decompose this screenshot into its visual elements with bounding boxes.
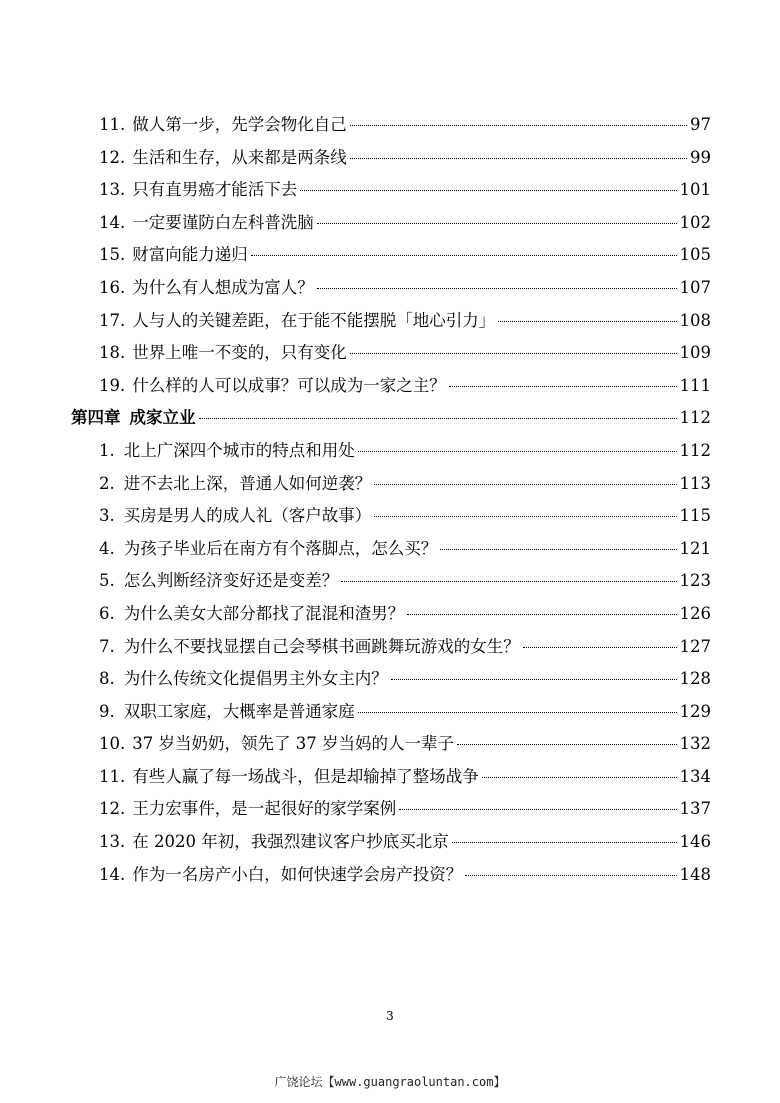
entry-page-number: 121 (679, 538, 711, 558)
toc-entry[interactable] (71, 761, 711, 794)
entry-page-number: 108 (679, 310, 711, 330)
dot-leader (358, 451, 677, 452)
entry-page-number: 148 (679, 864, 711, 884)
entry-number: 6. (99, 603, 115, 623)
footer-watermark: 广饶论坛【www.guangraoluntan.com】 (274, 1075, 506, 1089)
entry-page-number: 129 (679, 701, 711, 721)
dot-leader (523, 647, 677, 648)
dot-leader (399, 809, 676, 810)
toc-entry[interactable] (71, 598, 711, 631)
dot-leader (457, 744, 677, 745)
toc-entry[interactable] (71, 728, 711, 761)
toc-entry[interactable] (71, 696, 711, 729)
entry-title: 世界上唯一不变的，只有变化 (132, 343, 347, 363)
entry-number: 14. (99, 212, 126, 232)
toc-entry[interactable] (71, 174, 711, 207)
dot-leader (251, 255, 677, 256)
entry-number: 11. (99, 115, 126, 134)
entry-title: 为什么美女大部分都找了混混和渣男？ (123, 603, 405, 623)
entry-number: 11. (99, 766, 126, 786)
toc-entry[interactable] (71, 142, 711, 175)
entry-page-number: 101 (679, 180, 711, 200)
entry-page-number: 112 (679, 408, 711, 428)
entry-number: 9. (99, 701, 115, 721)
entry-page-number: 132 (679, 734, 711, 754)
entry-number: 14. (99, 864, 126, 884)
dot-leader (350, 158, 687, 159)
entry-title: 为孩子毕业后在南方有个落脚点，怎么买？ (123, 538, 438, 558)
entry-title: 只有直男癌才能活下去 (132, 180, 298, 200)
dot-leader (317, 223, 677, 224)
entry-title: 财富向能力递归 (132, 245, 248, 265)
dot-leader (407, 614, 676, 615)
entry-page-number: 105 (679, 245, 711, 265)
entry-title: 为什么有人想成为富人？ (132, 277, 314, 297)
dot-leader (498, 321, 676, 322)
toc-entry[interactable] (71, 793, 711, 826)
dot-leader (350, 353, 677, 354)
entry-title: 怎么判断经济变好还是变差？ (123, 571, 339, 591)
entry-title: 王力宏事件，是一起很好的家学案例 (132, 799, 397, 819)
entry-title: 在 2020 年初，我强烈建议客户抄底买北京 (132, 832, 449, 852)
entry-title: 北上广深四个城市的特点和用处 (123, 440, 355, 460)
dot-leader (452, 842, 677, 843)
toc-entry[interactable] (71, 826, 711, 859)
entry-number: 2. (99, 473, 115, 493)
toc-entry[interactable] (71, 435, 711, 468)
entry-number: 18. (99, 343, 126, 363)
entry-title: 37 岁当奶奶，领先了 37 岁当妈的人一辈子 (132, 734, 454, 754)
entry-page-number: 107 (679, 277, 711, 297)
dot-leader (440, 549, 676, 550)
entry-page-number: 97 (690, 115, 711, 134)
entry-number: 12. (99, 799, 126, 819)
toc-entry[interactable] (71, 370, 711, 403)
toc-entry[interactable] (71, 663, 711, 696)
dot-leader (317, 288, 677, 289)
entry-number: 16. (99, 277, 126, 297)
entry-number: 5. (99, 571, 115, 591)
toc-entry[interactable] (71, 468, 711, 501)
dot-leader (374, 516, 676, 517)
entry-number: 1. (99, 440, 115, 460)
dot-leader (358, 712, 677, 713)
dot-leader (482, 777, 677, 778)
chapter-title: 成家立业 (129, 408, 196, 428)
dot-leader (374, 484, 676, 485)
entry-number: 15. (99, 245, 126, 265)
entry-page-number: 109 (679, 343, 711, 363)
entry-number: 3. (99, 506, 115, 526)
entry-title: 为什么传统文化提倡男主外女主内？ (123, 669, 388, 689)
toc-chapter-heading[interactable] (71, 402, 711, 435)
entry-page-number: 127 (679, 636, 711, 656)
entry-title: 双职工家庭，大概率是普通家庭 (123, 701, 355, 721)
toc-entry[interactable] (71, 337, 711, 370)
toc-entry[interactable] (71, 272, 711, 305)
entry-title: 作为一名房产小白，如何快速学会房产投资？ (132, 864, 463, 884)
entry-title: 一定要谨防白左科普洗脑 (132, 212, 314, 232)
toc-entry[interactable] (71, 305, 711, 338)
chapter-number: 第四章 (71, 408, 121, 428)
entry-number: 10. (99, 734, 126, 754)
dot-leader (465, 875, 676, 876)
entry-title: 什么样的人可以成事？可以成为一家之主？ (132, 375, 446, 395)
toc-entry[interactable] (71, 859, 711, 892)
entry-number: 4. (99, 538, 115, 558)
entry-page-number: 111 (679, 375, 711, 395)
entry-page-number: 146 (679, 832, 711, 852)
entry-page-number: 115 (679, 506, 711, 526)
dot-leader (300, 190, 676, 191)
entry-page-number: 113 (679, 473, 711, 493)
toc-entry[interactable] (71, 500, 711, 533)
entry-number: 8. (99, 669, 115, 689)
entry-page-number: 123 (679, 571, 711, 591)
toc-entry[interactable] (71, 109, 711, 142)
dot-leader (199, 418, 677, 419)
entry-number: 19. (99, 375, 126, 395)
entry-page-number: 134 (679, 766, 711, 786)
dot-leader (391, 679, 677, 680)
entry-page-number: 126 (679, 603, 711, 623)
entry-page-number: 112 (679, 440, 711, 460)
entry-number: 7. (99, 636, 115, 656)
entry-title: 人与人的关键差距，在于能不能摆脱「地心引力」 (132, 310, 496, 330)
toc-entry[interactable] (71, 533, 711, 566)
toc-entry[interactable] (71, 239, 711, 272)
entry-title: 有些人赢了每一场战斗，但是却输掉了整场战争 (132, 766, 479, 786)
entry-page-number: 102 (679, 212, 711, 232)
entry-number: 12. (99, 147, 126, 167)
toc-entry[interactable] (71, 631, 711, 664)
dot-leader (449, 386, 677, 387)
dot-leader (350, 125, 687, 126)
entry-number: 13. (99, 180, 126, 200)
toc-entry[interactable] (71, 565, 711, 598)
entry-title: 做人第一步，先学会物化自己 (132, 115, 347, 134)
page-number: 3 (386, 1009, 394, 1023)
entry-number: 17. (99, 310, 126, 330)
dot-leader (341, 581, 676, 582)
table-of-contents (71, 109, 711, 891)
entry-title: 买房是男人的成人礼（客户故事） (123, 506, 372, 526)
entry-number: 13. (99, 832, 126, 852)
entry-page-number: 128 (679, 669, 711, 689)
entry-title: 为什么不要找显摆自己会琴棋书画跳舞玩游戏的女生？ (123, 636, 520, 656)
entry-title: 进不去北上深，普通人如何逆袭？ (123, 473, 372, 493)
entry-page-number: 99 (690, 147, 711, 167)
toc-entry[interactable] (71, 207, 711, 240)
entry-page-number: 137 (679, 799, 711, 819)
entry-title: 生活和生存，从来都是两条线 (132, 147, 347, 167)
